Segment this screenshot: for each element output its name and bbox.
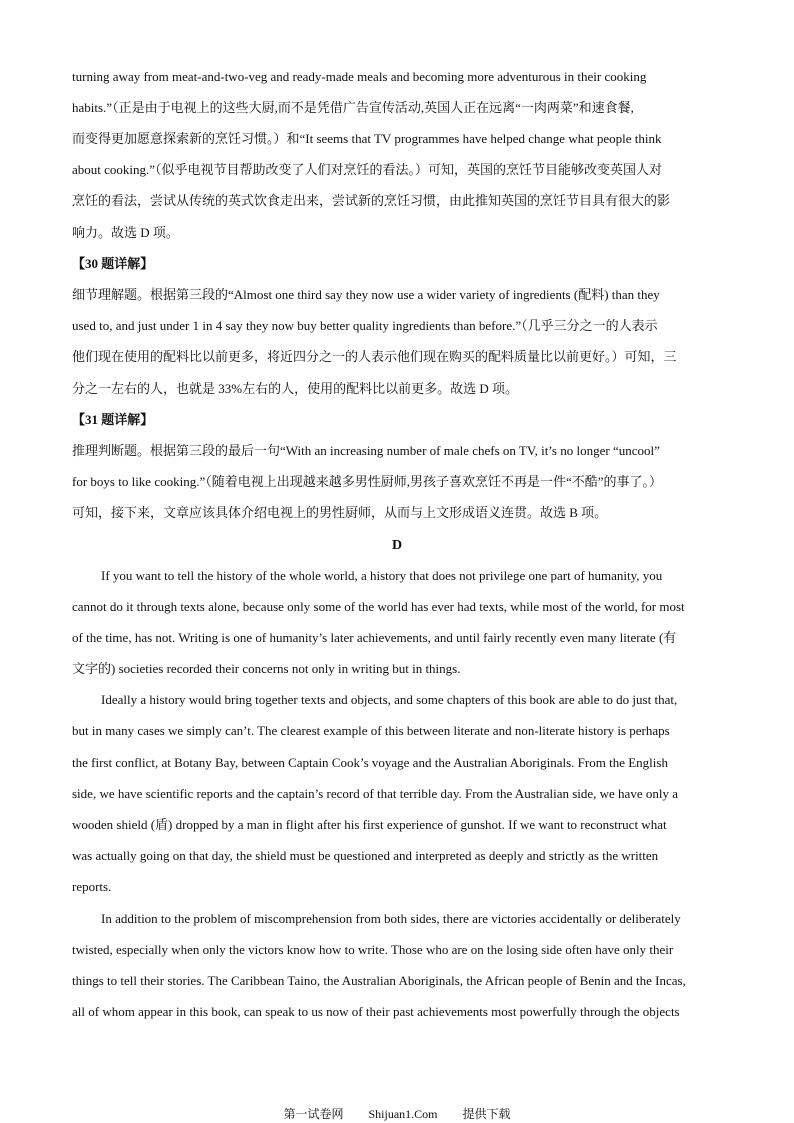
text-line: but in many cases we simply can’t. The clearest example of this between literate and non-literate history is perhaps bbox=[72, 723, 670, 738]
text-line: 而变得更加愿意探索新的烹饪习惯。）和“It seems that TV programmes have helped change what people think bbox=[72, 131, 662, 146]
text-line: If you want to tell the history of the whole world, a history that does not privilege one part of humanity, you bbox=[101, 568, 663, 583]
page-footer bbox=[0, 1107, 794, 1121]
text-line: 烹饪的看法，尝试从传统的英式饮食走出来，尝试新的烹饪习惯，由此推知英国的烹饪节目具有很大的影 bbox=[72, 193, 671, 208]
footer-site-cn: 第一试卷网 bbox=[283, 1107, 344, 1121]
text-line: cannot do it through texts alone, because only some of the world has ever had texts, while most of the world, for most bbox=[72, 599, 685, 614]
text-line: all of whom appear in this book, can speak to us now of their past achievements most powerfully through the objects bbox=[72, 1004, 680, 1019]
text-line: 分之一左右的人，也就是 33%左右的人，使用的配料比以前更多。故选 D 项。 bbox=[72, 381, 518, 396]
text-line: the first conflict, at Botany Bay, between Captain Cook’s voyage and the Australian Aboriginals. From the English bbox=[72, 755, 668, 770]
text-line: turning away from meat-and-two-veg and ready-made meals and becoming more adventurous in their cooking bbox=[72, 69, 647, 84]
text-line: habits.”（正是由于电视上的这些大厨,而不是凭借广告宣传活动,英国人正在远离“一肉两菜”和速食餐, bbox=[72, 100, 634, 115]
q30-heading: 【30 题详解】 bbox=[72, 256, 154, 271]
q31-heading: 【31 题详解】 bbox=[72, 412, 154, 427]
text-line: 推理判断题。根据第三段的最后一句“With an increasing number of male chefs on TV, it’s no longer “uncool” bbox=[72, 443, 660, 458]
text-line: 文字的) societies recorded their concerns not only in writing but in things. bbox=[72, 661, 461, 676]
section-d-title: D bbox=[391, 538, 403, 553]
text-line: In addition to the problem of miscomprehension from both sides, there are victories accidentally or deliberately bbox=[101, 911, 681, 926]
text-line: 他们现在使用的配料比以前更多，将近四分之一的人表示他们现在购买的配料质量比以前更好。）可知，三 bbox=[72, 349, 677, 364]
text-line: 响力。故选 D 项。 bbox=[72, 225, 179, 240]
text-line: of the time, has not. Writing is one of humanity’s later achievements, and until fairly recently even many literate (有 bbox=[72, 630, 677, 645]
text-line: was actually going on that day, the shield must be questioned and interpreted as deeply and strictly as the written bbox=[72, 848, 659, 863]
text-line: things to tell their stories. The Caribbean Taino, the Australian Aboriginals, the African people of Benin and the Incas, bbox=[72, 973, 686, 988]
text-line: 可知，接下来，文章应该具体介绍电视上的男性厨师，从而与上文形成语义连贯。故选 B 项。 bbox=[72, 505, 608, 520]
text-line: used to, and just under 1 in 4 say they now buy better quality ingredients than before.”（几乎三分之一的人表示 bbox=[72, 318, 658, 333]
text-line: about cooking.”（似乎电视节目帮助改变了人们对烹饪的看法。）可知，英国的烹饪节目能够改变英国人对 bbox=[72, 162, 663, 177]
text-line: 细节理解题。根据第三段的“Almost one third say they now use a wider variety of ingredients (配料) than they bbox=[72, 287, 660, 302]
footer-site-en: Shijuan1.Com bbox=[368, 1107, 438, 1121]
text-line: twisted, especially when only the victors know how to write. Those who are on the losing side often have only their bbox=[72, 942, 674, 957]
text-line: side, we have scientific reports and the captain’s record of that terrible day. From the Australian side, we have only a bbox=[72, 786, 678, 801]
text-line: wooden shield (盾) dropped by a man in flight after his first experience of gunshot. If we want to reconstruct what bbox=[72, 817, 667, 832]
text-line: reports. bbox=[72, 879, 112, 894]
text-line: Ideally a history would bring together texts and objects, and some chapters of this book are able to do just that, bbox=[101, 692, 678, 707]
text-line: for boys to like cooking.”（随着电视上出现越来越多男性厨师,男孩子喜欢烹饪不再是一件“不酷”的事了。） bbox=[72, 474, 663, 489]
footer-note: 提供下载 bbox=[462, 1107, 511, 1121]
